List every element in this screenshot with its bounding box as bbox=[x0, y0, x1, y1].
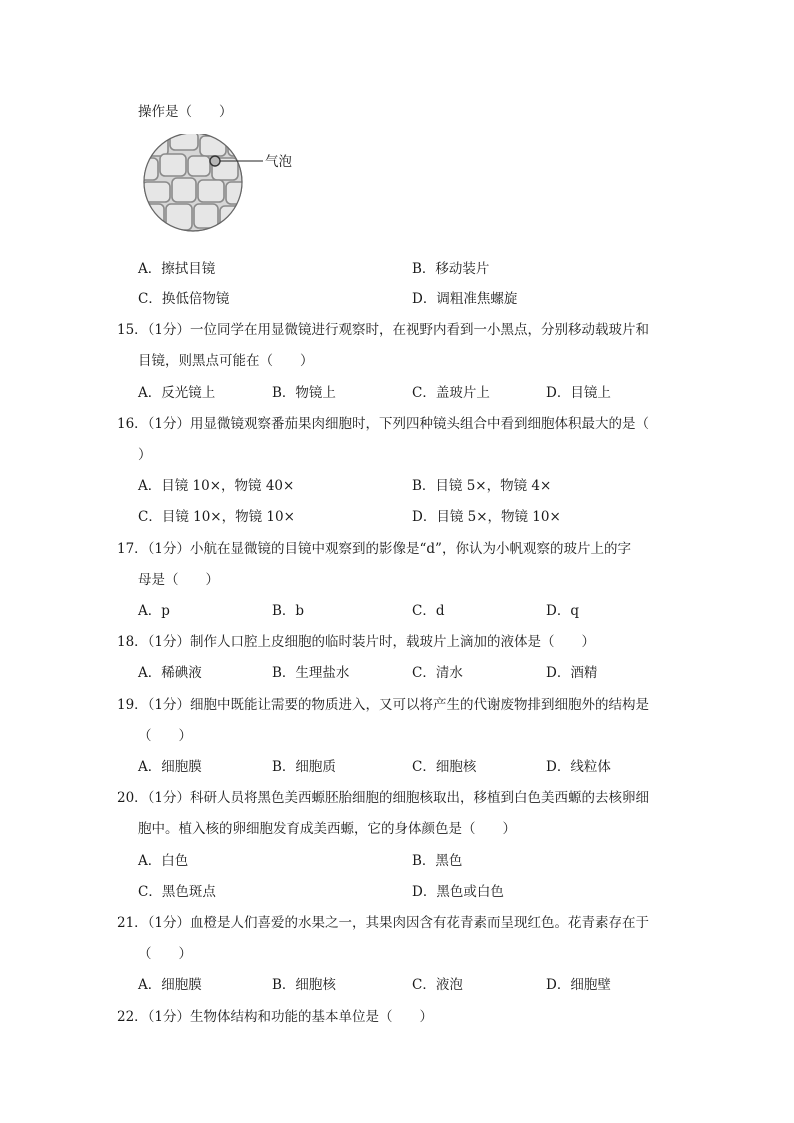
q16-option-d[interactable]: D．目镜 5×，物镜 10× bbox=[412, 509, 561, 525]
q14-option-c[interactable]: C．换低倍物镜 bbox=[138, 291, 230, 307]
q16-stem-line1: 16．（1分）用显微镜观察番茄果肉细胞时，下列四种镜头组合中看到细胞体积最大的是（ bbox=[117, 416, 650, 432]
q16-stem-line2: ） bbox=[138, 447, 152, 463]
q21-option-c[interactable]: C．液泡 bbox=[412, 977, 463, 993]
q14-option-a[interactable]: A．擦拭目镜 bbox=[138, 261, 216, 277]
q15-stem-line2: 目镜，则黑点可能在（ ） bbox=[138, 353, 314, 369]
q15-option-b[interactable]: B．物镜上 bbox=[272, 385, 336, 401]
q22-stem-line1: 22．（1分）生物体结构和功能的基本单位是（ ） bbox=[117, 1009, 434, 1025]
q20-option-d[interactable]: D．黑色或白色 bbox=[412, 884, 504, 900]
q20-option-b[interactable]: B．黑色 bbox=[412, 853, 463, 869]
q21-option-b[interactable]: B．细胞核 bbox=[272, 977, 336, 993]
q19-option-b[interactable]: B．细胞质 bbox=[272, 759, 336, 775]
q20-stem-line1: 20．（1分）科研人员将黑色美西螈胚胎细胞的细胞核取出，移植到白色美西螈的去核卵细 bbox=[117, 790, 650, 806]
q20-stem-line2: 胞中。植入核的卵细胞发育成美西螈，它的身体颜色是（ ） bbox=[138, 821, 516, 837]
q19-stem-line2: （ ） bbox=[138, 728, 192, 744]
q21-stem-line1: 21．（1分）血橙是人们喜爱的水果之一，其果肉因含有花青素而呈现红色。花青素存在于 bbox=[117, 915, 650, 931]
microscope-field-figure bbox=[140, 134, 300, 234]
q17-stem-line2: 母是（ ） bbox=[138, 572, 219, 588]
air-bubble bbox=[210, 156, 220, 166]
q14-option-d[interactable]: D．调粗准焦螺旋 bbox=[412, 291, 518, 307]
q15-option-d[interactable]: D．目镜上 bbox=[546, 385, 611, 401]
q17-option-a[interactable]: A．p bbox=[138, 603, 170, 619]
q21-option-a[interactable]: A．细胞膜 bbox=[138, 977, 202, 993]
q19-option-c[interactable]: C．细胞核 bbox=[412, 759, 477, 775]
q19-option-d[interactable]: D．线粒体 bbox=[546, 759, 611, 775]
q14-option-b[interactable]: B．移动装片 bbox=[412, 261, 490, 277]
cell-pattern bbox=[140, 134, 248, 230]
q18-stem-line1: 18．（1分）制作人口腔上皮细胞的临时装片时，载玻片上滴加的液体是（ ） bbox=[117, 634, 596, 650]
q19-option-a[interactable]: A．细胞膜 bbox=[138, 759, 202, 775]
q15-option-a[interactable]: A．反光镜上 bbox=[138, 385, 216, 401]
q17-option-b[interactable]: B．b bbox=[272, 603, 305, 619]
q16-option-b[interactable]: B．目镜 5×，物镜 4× bbox=[412, 478, 552, 494]
q19-stem-line1: 19．（1分）细胞中既能让需要的物质进入，又可以将产生的代谢废物排到细胞外的结构是 bbox=[117, 697, 650, 713]
q18-option-a[interactable]: A．稀碘液 bbox=[138, 665, 202, 681]
q18-option-c[interactable]: C．清水 bbox=[412, 665, 463, 681]
q15-stem-line1: 15．（1分）一位同学在用显微镜进行观察时，在视野内看到一小黑点，分别移动载玻片和 bbox=[117, 322, 650, 338]
q21-option-d[interactable]: D．细胞壁 bbox=[546, 977, 611, 993]
q18-option-d[interactable]: D．酒精 bbox=[546, 665, 598, 681]
q16-option-a[interactable]: A．目镜 10×，物镜 40× bbox=[138, 478, 295, 494]
q16-option-c[interactable]: C．目镜 10×，物镜 10× bbox=[138, 509, 295, 525]
q15-option-c[interactable]: C．盖玻片上 bbox=[412, 385, 490, 401]
q17-stem-line1: 17．（1分）小航在显微镜的目镜中观察到的影像是“d”，你认为小帆观察的玻片上的字 bbox=[117, 541, 631, 557]
q18-option-b[interactable]: B．生理盐水 bbox=[272, 665, 350, 681]
q21-stem-line2: （ ） bbox=[138, 946, 192, 962]
q20-option-a[interactable]: A．白色 bbox=[138, 853, 189, 869]
q17-option-c[interactable]: C．d bbox=[412, 603, 445, 619]
figure-label-bubble: 气泡 bbox=[265, 154, 292, 170]
question-stem-continuation: 操作是（ ） bbox=[138, 104, 233, 120]
q20-option-c[interactable]: C．黑色斑点 bbox=[138, 884, 216, 900]
q17-option-d[interactable]: D．q bbox=[546, 603, 579, 619]
